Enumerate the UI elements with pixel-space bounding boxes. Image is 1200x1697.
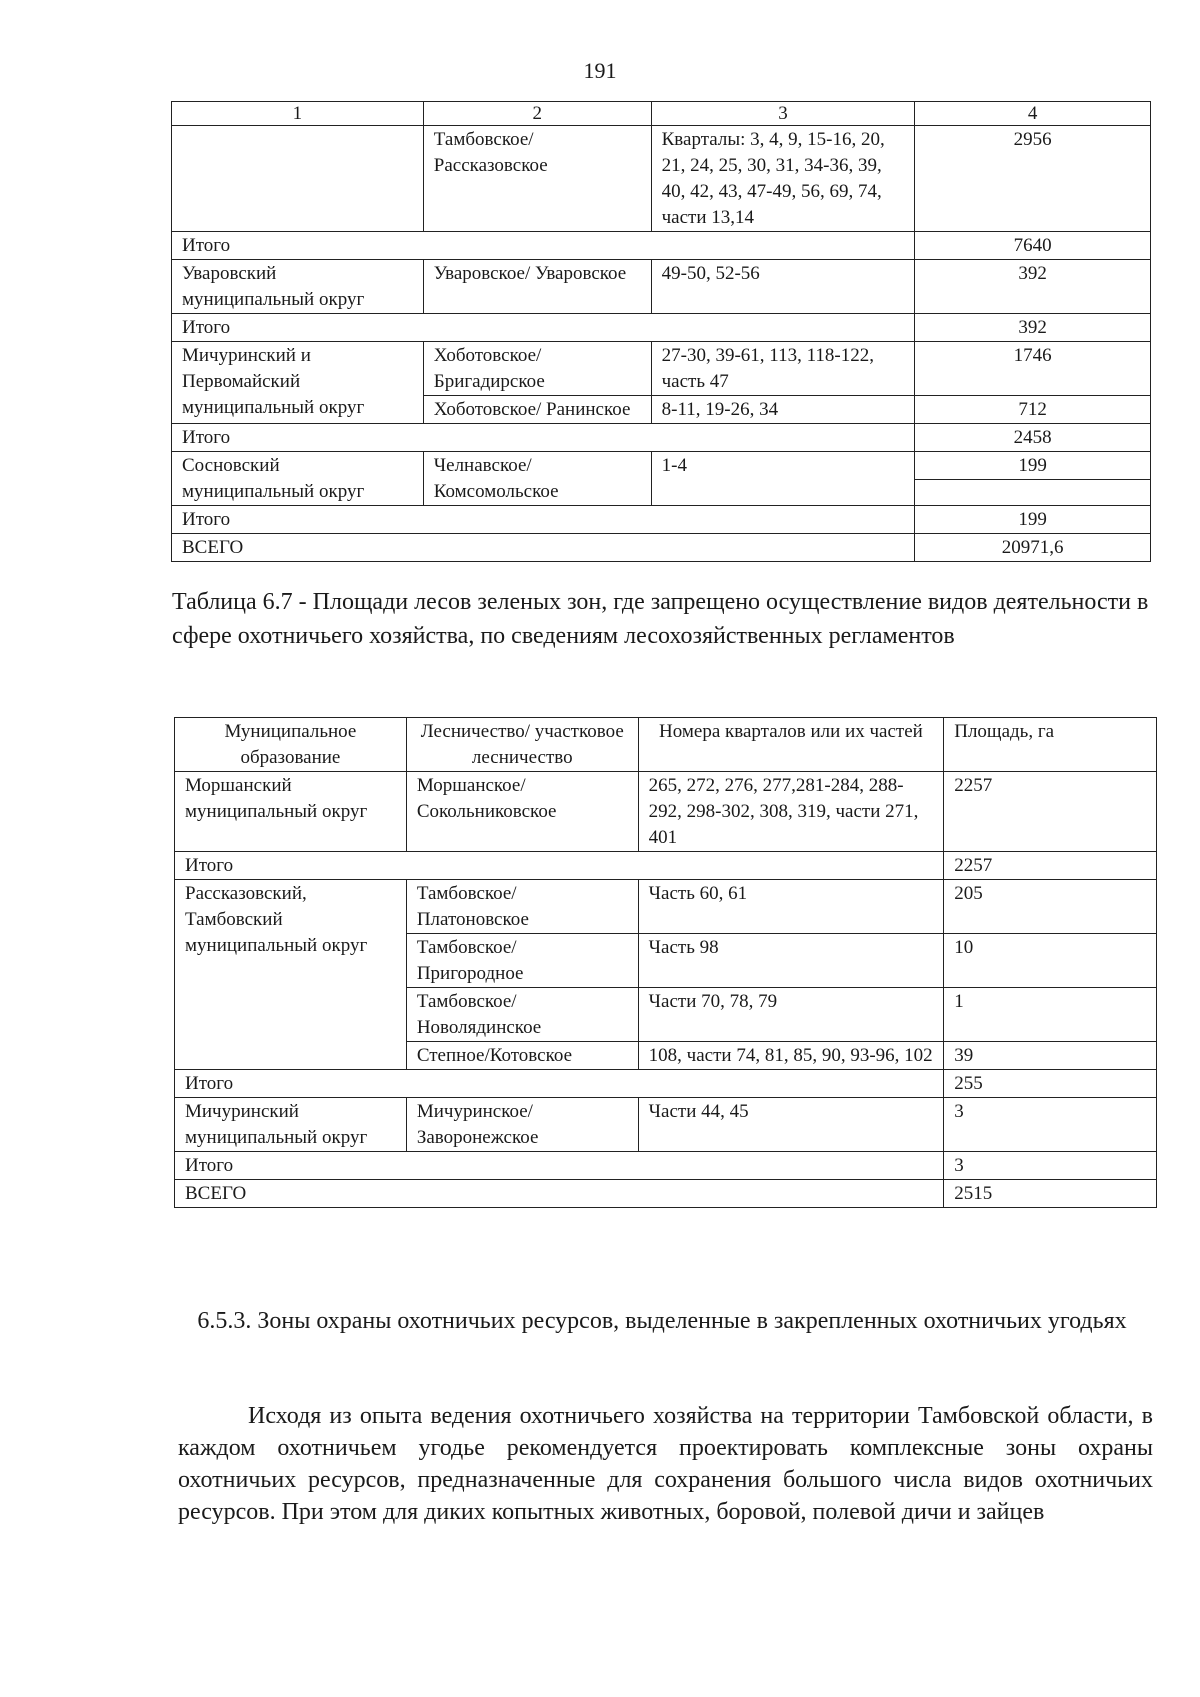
cell-area: 1: [944, 988, 1157, 1042]
cell-area: 205: [944, 880, 1157, 934]
cell-forestry: Моршанское/ Сокольниковское: [406, 772, 638, 852]
cell-forestry: Тамбовское/ Новолядинское: [406, 988, 638, 1042]
grand-total-value: 2515: [944, 1180, 1157, 1208]
total-label: Итого: [172, 232, 915, 260]
grand-total-label: ВСЕГО: [175, 1180, 944, 1208]
cell-district: [172, 126, 424, 232]
total-value: 255: [944, 1070, 1157, 1098]
cell-forestry: Хоботовское/ Ранинское: [423, 396, 651, 424]
table-6-7: [174, 717, 1157, 1208]
header-area: Площадь, га: [944, 718, 1157, 772]
cell-forestry: Хоботовское/ Бригадирское: [423, 342, 651, 396]
total-label: Итого: [175, 852, 944, 880]
page-number: 191: [583, 58, 617, 83]
total-value: 392: [915, 314, 1151, 342]
cell-forestry: Тамбовское/ Пригородное: [406, 934, 638, 988]
grand-total-label: ВСЕГО: [172, 534, 915, 562]
cell-quarters: 8-11, 19-26, 34: [651, 396, 915, 424]
cell-quarters: Части 44, 45: [638, 1098, 944, 1152]
table-header-row: [172, 102, 1151, 126]
total-value: 7640: [915, 232, 1151, 260]
cell-forestry: Степное/Котовское: [406, 1042, 638, 1070]
table-row: [172, 342, 1151, 396]
total-label: Итого: [172, 506, 915, 534]
table-header-row: [175, 718, 1157, 772]
table-continued: [171, 101, 1151, 562]
cell-quarters: Часть 98: [638, 934, 944, 988]
cell-district: Сосновский муниципальный округ: [172, 452, 424, 506]
table-total-row: [175, 1070, 1157, 1098]
cell-area: 392: [915, 260, 1151, 314]
header-cell: 2: [423, 102, 651, 126]
table-row: [175, 1098, 1157, 1152]
cell-forestry: Уваровское/ Уваровское: [423, 260, 651, 314]
cell-quarters: 49-50, 52-56: [651, 260, 915, 314]
header-quarters: Номера кварталов или их частей: [638, 718, 944, 772]
cell-area: 712: [915, 396, 1151, 424]
cell-area: 1746: [915, 342, 1151, 396]
table-total-row: [172, 232, 1151, 260]
header-cell: 3: [651, 102, 915, 126]
total-value: 2257: [944, 852, 1157, 880]
header-municipality: Муниципальное образование: [175, 718, 407, 772]
table-row: [172, 126, 1151, 232]
cell-area: 10: [944, 934, 1157, 988]
cell-forestry: Тамбовское/ Платоновское: [406, 880, 638, 934]
header-cell: 1: [172, 102, 424, 126]
table-total-row: [175, 1152, 1157, 1180]
cell-forestry: Мичуринское/ Заворонежское: [406, 1098, 638, 1152]
cell-district: Уваровский муниципальный округ: [172, 260, 424, 314]
header-forestry: Лесничество/ участковое лесничество: [406, 718, 638, 772]
cell-quarters: Части 70, 78, 79: [638, 988, 944, 1042]
section-heading: 6.5.3. Зоны охраны охотничьих ресурсов, выделенные в закрепленных охотничьих угодьях: [197, 1308, 1127, 1334]
total-value: 3: [944, 1152, 1157, 1180]
table-row: [172, 452, 1151, 480]
cell-quarters: 108, части 74, 81, 85, 90, 93-96, 102: [638, 1042, 944, 1070]
cell-area: 3: [944, 1098, 1157, 1152]
table-caption: Таблица 6.7 - Площади лесов зеленых зон, где запрещено осуществление видов деятельности в сфере охотничьего хозяйства, по сведениям лесохозяйственных регламентов: [172, 589, 1149, 649]
cell-area-empty: [915, 480, 1151, 506]
cell-quarters: Кварталы: 3, 4, 9, 15-16, 20, 21, 24, 25, 30, 31, 34-36, 39, 40, 42, 43, 47-49, 56, 69, 74, части 13,14: [651, 126, 915, 232]
cell-area: 39: [944, 1042, 1157, 1070]
cell-area: 199: [915, 452, 1151, 480]
table-grand-total-row: [175, 1180, 1157, 1208]
header-cell: 4: [915, 102, 1151, 126]
cell-quarters: 1-4: [651, 452, 915, 506]
table-total-row: [172, 314, 1151, 342]
table-grand-total-row: [172, 534, 1151, 562]
cell-district: Мичуринский муниципальный округ: [175, 1098, 407, 1152]
table-total-row: [172, 506, 1151, 534]
cell-quarters: Часть 60, 61: [638, 880, 944, 934]
total-label: Итого: [175, 1070, 944, 1098]
total-label: Итого: [172, 314, 915, 342]
total-label: Итого: [172, 424, 915, 452]
total-value: 199: [915, 506, 1151, 534]
table-total-row: [172, 424, 1151, 452]
grand-total-value: 20971,6: [915, 534, 1151, 562]
table-row: [175, 880, 1157, 934]
cell-area: 2257: [944, 772, 1157, 852]
body-paragraph: Исходя из опыта ведения охотничьего хозяйства на территории Тамбовской области, в каждом охотничьем угодье рекомендуется проектировать комплексные зоны охраны охотничьих ресурсов, предназначенные для сохранения большого числа видов охотничьих ресурсов. При этом для диких копытных животных, боровой, полевой дичи и зайцев: [178, 1403, 1153, 1525]
table-total-row: [175, 852, 1157, 880]
cell-district: Рассказовский, Тамбовский муниципальный округ: [175, 880, 407, 1070]
cell-forestry: Тамбовское/ Рассказовское: [423, 126, 651, 232]
cell-area: 2956: [915, 126, 1151, 232]
cell-forestry: Челнавское/ Комсомольское: [423, 452, 651, 506]
cell-district: Мичуринский и Первомайский муниципальный округ: [172, 342, 424, 424]
cell-quarters: 265, 272, 276, 277,281-284, 288-292, 298-302, 308, 319, части 271, 401: [638, 772, 944, 852]
cell-district: Моршанский муниципальный округ: [175, 772, 407, 852]
total-value: 2458: [915, 424, 1151, 452]
table-row: [175, 772, 1157, 852]
table-row: [172, 260, 1151, 314]
cell-quarters: 27-30, 39-61, 113, 118-122, часть 47: [651, 342, 915, 396]
total-label: Итого: [175, 1152, 944, 1180]
